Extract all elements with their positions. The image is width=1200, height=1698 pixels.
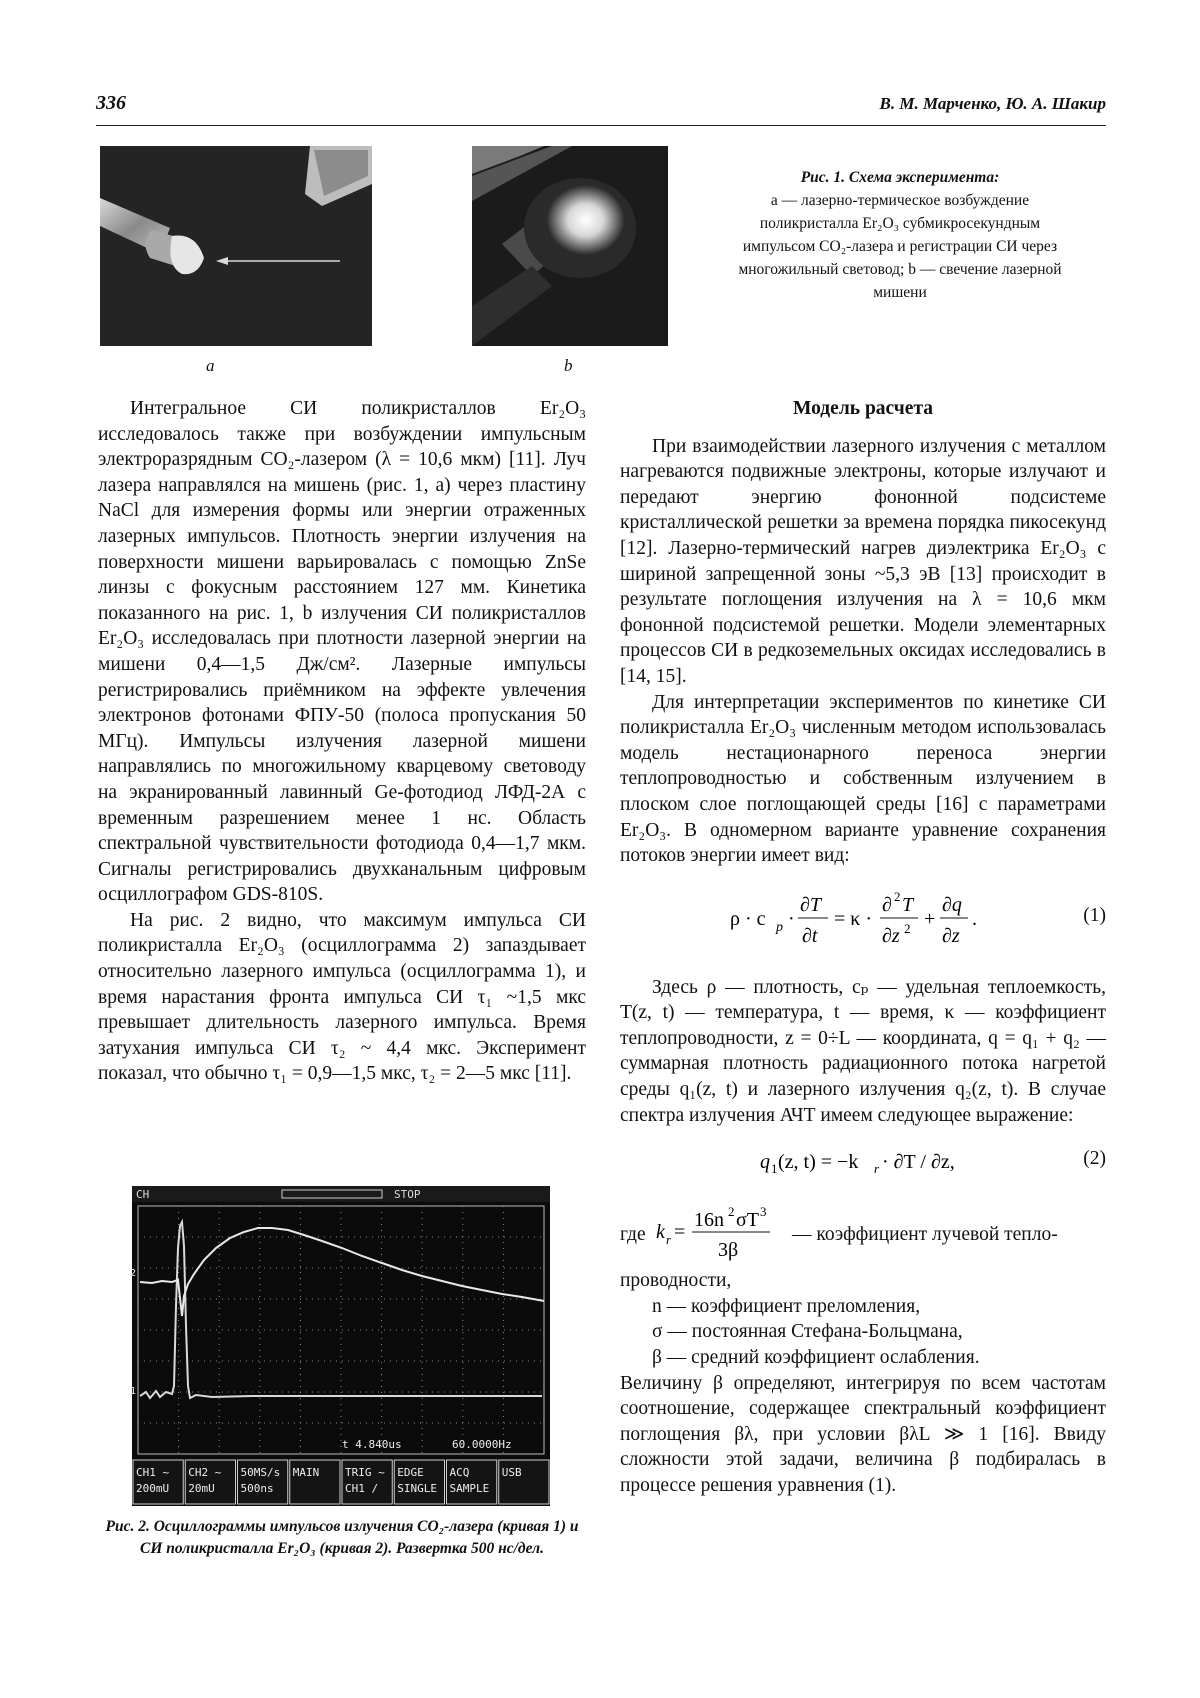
- svg-text:∂: ∂: [882, 893, 892, 916]
- definition-item: n — коэффициент преломления,: [652, 1295, 921, 1317]
- figure1-caption-line: поликристалла Er₂O₃ субмикросекундным: [759, 215, 1041, 232]
- svg-text:.: .: [972, 907, 977, 930]
- osc-ch1-marker: 1: [130, 1386, 137, 1397]
- paragraph: При взаимодействии лазерного излучения с металлом нагреваются подвижные электроны, которые излучают и передают энергию фононной подсистеме кристаллической решетки за времена порядка пикосекунд [12]. Лазерно-термический нагрев диэлектрика Er₂O₃ с шириной запрещенной зоны ~5,3 эВ [13] происходит в результате поглощения излучения на λ = 10,6 мкм фононной подсистемой решетки. Модели элементарных процессов СИ в редкоземельных оксидах исследовались в [14, 15].: [620, 435, 1106, 687]
- osc-menu-item: [394, 1460, 444, 1504]
- osc-menu-label: MAIN: [292, 1466, 320, 1479]
- figure1-photo-a: [100, 146, 372, 346]
- svg-text:+: +: [924, 907, 936, 930]
- definition-item: β — средний коэффициент ослабления.: [652, 1347, 980, 1369]
- osc-status: STOP: [394, 1188, 421, 1201]
- equation-1-formula: [730, 887, 990, 961]
- osc-menu-label: 50MS/s: [240, 1466, 281, 1479]
- osc-time-readout: t 4.840us: [342, 1438, 402, 1451]
- svg-text:k: k: [656, 1221, 665, 1244]
- page-header: [96, 92, 1106, 126]
- right-column: [620, 396, 1106, 1499]
- kr-tail: — коэффициент лучевой тепло-: [792, 1224, 1058, 1246]
- osc-menu-label: USB: [501, 1466, 522, 1479]
- osc-freq-readout: 60.0000Hz: [452, 1438, 512, 1451]
- osc-menu-item: [342, 1460, 392, 1504]
- equation-2-number: (2): [1083, 1148, 1106, 1170]
- svg-text:3β: 3β: [718, 1239, 739, 1262]
- osc-top-left: CH: [136, 1188, 150, 1201]
- figure1-caption-line: импульсом CO₂-лазера и регистрации СИ через: [742, 238, 1058, 255]
- figure1-caption-line: мишени: [873, 284, 927, 301]
- osc-ch2-marker: 2: [130, 1268, 137, 1279]
- kr-tail-continued: проводности,: [620, 1270, 732, 1292]
- equation-2-formula: [760, 1146, 960, 1184]
- osc-menu-label: SAMPLE: [449, 1482, 490, 1495]
- svg-text:2: 2: [894, 888, 901, 904]
- svg-text:2: 2: [904, 920, 911, 936]
- svg-text:r: r: [666, 1232, 672, 1248]
- svg-text:=: =: [674, 1221, 686, 1244]
- osc-menu-label: CH1 ~: [136, 1466, 170, 1479]
- osc-menu-label: SINGLE: [397, 1482, 437, 1495]
- figure1-caption-title: Рис. 1. Схема эксперимента:: [800, 169, 1000, 186]
- svg-text:T: T: [902, 893, 914, 916]
- svg-text:q: q: [760, 1151, 770, 1174]
- figure1-photo-b: [472, 146, 668, 346]
- left-column: [98, 396, 586, 1087]
- svg-text:r: r: [874, 1161, 880, 1177]
- figure1-caption-line: a — лазерно-термическое возбуждение: [770, 192, 1030, 209]
- svg-text:∂z: ∂z: [882, 924, 900, 947]
- svg-text:3: 3: [760, 1204, 767, 1220]
- osc-menu-label: ACQ: [449, 1466, 470, 1479]
- svg-text:1: 1: [771, 1161, 778, 1177]
- kr-definition: [620, 1198, 1106, 1268]
- osc-menu-label: EDGE: [397, 1466, 424, 1479]
- paragraph: Величину β определяют, интегрируя по всем частотам соотношение, содержащее спектральный коэффициент поглощения βλ, при условии βλL ≫ 1 [16]. Ввиду сложности этой задачи, величина β подбиралась в процессе решения уравнения (1).: [620, 1372, 1106, 1496]
- paragraph: Интегральное СИ поликристаллов Er₂O₃ исследовалось также при возбуждении импульсным электроразрядным CO₂-лазером (λ = 10,6 мкм) [11]. Луч лазера направлялся на мишень (рис. 1, a) через пластину NaCl для измерения формы или энергии отраженных лазерных импульсов. Плотность энергии излучения на поверхности мишени варьировалась с помощью ZnSe линзы с фокусным расстоянием 127 мм. Кинетика показанного на рис. 1, b излучения СИ поликристаллов Er₂O₃ исследовалась при плотности лазерной энергии на мишени 0,4—1,5 Дж/см². Лазерные импульсы регистрировались приёмником на эффекте увлечения электронов фотонами ФПУ-50 (полоса пропускания 50 МГц). Импульсы излучения лазерной мишени направлялись по многожильному кварцевому световоду на экранированный лавинный Ge-фотодиод ЛФД-2А с временным разрешением менее 1 нс. Область спектральной чувствительности фотодиода 0,4—1,7 мкм. Сигналы регистрировались двухканальным цифровым осциллографом GDS-810S.: [98, 398, 586, 906]
- osc-menu-label: CH2 ~: [188, 1466, 222, 1479]
- svg-text:16n: 16n: [694, 1209, 724, 1232]
- figure1-caption: [700, 166, 1100, 304]
- svg-text:2: 2: [728, 1204, 735, 1220]
- paragraph: Для интерпретации экспериментов по кинетике СИ поликристалла Er₂O₃ численным методом использовалась модель нестационарного переноса энергии теплопроводностью и собственным излучением в плоском слое поглощающей среды [16] с параметрами Er₂O₃. В одномерном варианте уравнение сохранения потоков энергии имеет вид:: [620, 691, 1106, 867]
- svg-text:∂T: ∂T: [800, 893, 822, 916]
- svg-text:(z, t) = −k: (z, t) = −k: [778, 1151, 859, 1174]
- section-heading: Модель расчета: [792, 398, 934, 419]
- paragraph: Здесь ρ — плотность, cₚ — удельная теплоемкость, T(z, t) — температура, t — время, κ — коэффициент теплопроводности, z = 0÷L — координата, q = q₁ + q₂ — суммарная плотность радиационного потока нагретой среды q₁(z, t) и лазерного излучения q₂(z, t). В случае спектра излучения АЧТ имеем следующее выражение:: [620, 976, 1106, 1126]
- svg-text:∂q: ∂q: [942, 893, 962, 916]
- figure1-caption-line: многожильный световод; b — свечение лазерной: [738, 261, 1062, 278]
- figure2-oscillogram: [132, 1186, 550, 1506]
- page-number: 336: [96, 92, 126, 114]
- equation-1: [620, 881, 1106, 955]
- osc-menu-label: 200mU: [136, 1482, 170, 1495]
- running-head: В. М. Марченко, Ю. А. Шакир: [879, 94, 1106, 113]
- osc-menu-label: 500ns: [240, 1482, 274, 1495]
- osc-menu-item: [185, 1460, 235, 1504]
- svg-text:σT: σT: [736, 1209, 759, 1232]
- svg-text:p: p: [776, 919, 783, 935]
- svg-text:∂t: ∂t: [802, 924, 818, 947]
- svg-text:· ∂T / ∂z,: · ∂T / ∂z,: [882, 1151, 955, 1174]
- osc-menu-item: [290, 1460, 340, 1504]
- osc-menu-label: 20mU: [188, 1482, 215, 1495]
- definition-item: σ — постоянная Стефана-Больцмана,: [652, 1321, 963, 1343]
- osc-menu-item: [499, 1460, 549, 1504]
- osc-menu-label: CH1 /: [345, 1482, 379, 1495]
- osc-menu-item: [133, 1460, 183, 1504]
- svg-text:∂z: ∂z: [942, 924, 960, 947]
- paragraph: На рис. 2 видно, что максимум импульса СИ поликристалла Er₂O₃ (осциллограмма 2) запаздывает относительно лазерного импульса (осциллограмма 1), и время нарастания фронта импульса СИ τ₁ ~1,5 мкс превышает длительность лазерного импульса. Время затухания импульса СИ τ₂ ~ 4,4 мкс. Эксперимент показал, что обычно τ₁ = 0,9—1,5 мкс, τ₂ = 2—5 мкс [11].: [98, 909, 586, 1085]
- panel-label-a: a: [206, 356, 215, 375]
- figure2-caption: Рис. 2. Осциллограммы импульсов излучения CO₂-лазера (кривая 1) и СИ поликристалла Er₂O₃ (кривая 2). Развертка 500 нс/дел.: [105, 1518, 579, 1557]
- panel-label-b: b: [564, 356, 573, 375]
- equation-2: [620, 1138, 1106, 1180]
- osc-menu-label: TRIG ~: [345, 1466, 385, 1479]
- svg-text:= κ ·: = κ ·: [834, 907, 873, 930]
- osc-menu-item: [238, 1460, 288, 1504]
- svg-text:ρ · c: ρ · c: [730, 907, 766, 930]
- kr-lead: где: [620, 1224, 646, 1246]
- svg-text:·: ·: [788, 907, 795, 930]
- definition-list: [620, 1294, 1106, 1371]
- osc-menu-item: [447, 1460, 497, 1504]
- equation-1-number: (1): [1083, 904, 1106, 926]
